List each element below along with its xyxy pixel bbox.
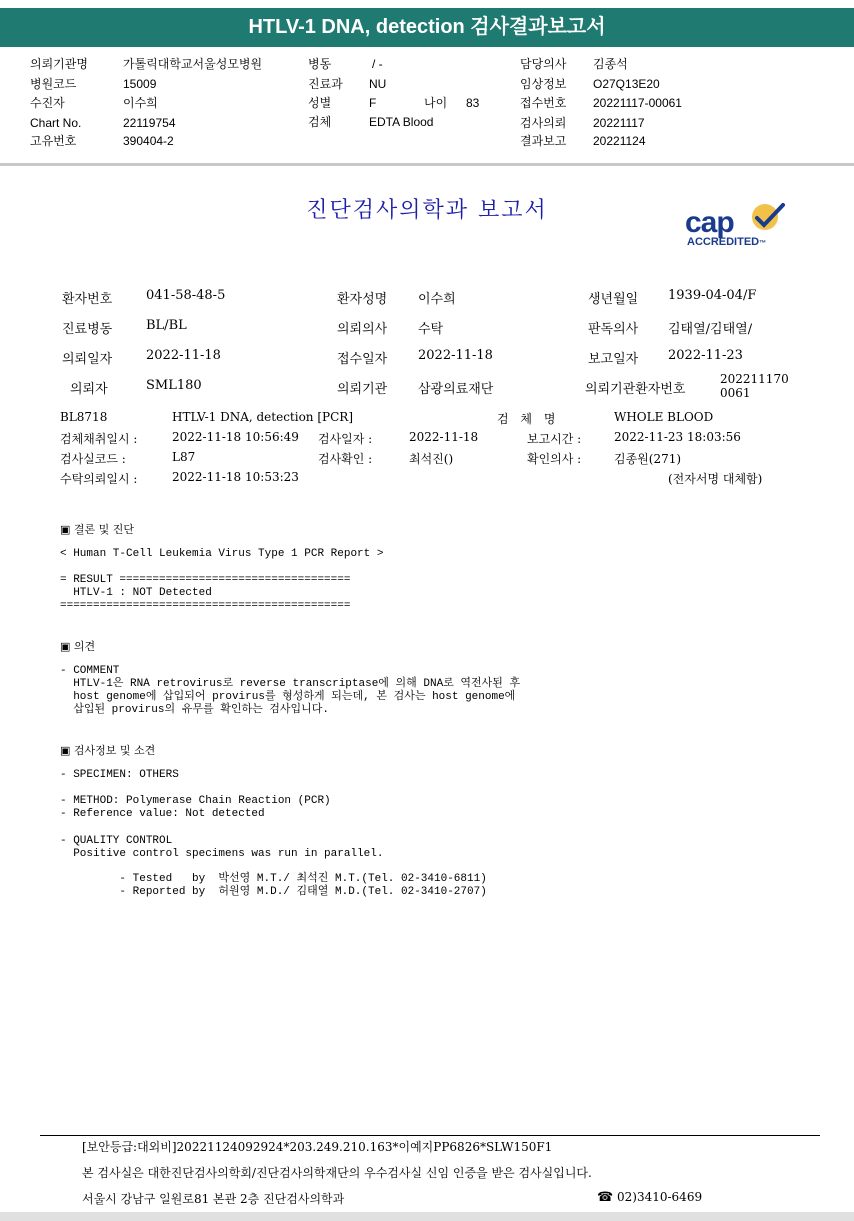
patient-value: 2022111700061 (720, 372, 789, 400)
patient-key: 의뢰의사 (337, 322, 388, 337)
header-key: 병원코드 (30, 77, 77, 91)
footer-divider (40, 1135, 820, 1136)
test-key: 검사실코드 : (60, 452, 126, 466)
header-key: Chart No. (30, 116, 82, 130)
test-value: 2022-11-18 10:53:23 (172, 470, 299, 484)
result-line: = RESULT =================================== (60, 574, 351, 586)
patient-value: BL/BL (146, 318, 187, 333)
header-key: 임상정보 (520, 77, 567, 91)
patient-value: 이수희 (418, 292, 456, 307)
patient-value: 2022-11-18 (146, 348, 221, 363)
section-title: ▣ 의견 (60, 640, 96, 653)
esign-note: (전자서명 대체함) (668, 472, 763, 486)
patient-key: 진료병동 (62, 322, 113, 337)
header-separator (0, 163, 854, 166)
patient-value: 수탁 (418, 322, 444, 337)
specimen-label: 검 체 명 (497, 412, 560, 426)
patient-value: 삼광의료재단 (418, 382, 494, 397)
header-key: 의뢰기관명 (30, 57, 88, 71)
header-key: 진료과 (308, 77, 343, 91)
header-value: 가톨릭대학교서울성모병원 (123, 57, 263, 71)
test-value: 2022-11-18 10:56:49 (172, 430, 299, 444)
patient-value: SML180 (146, 378, 202, 393)
patient-key: 보고일자 (588, 352, 639, 367)
test-value: 김종원(271) (614, 452, 682, 466)
specimen-line: - SPECIMEN: OTHERS (60, 769, 179, 781)
comment-line: host genome에 삽입되어 provirus를 형성하게 되는데, 본 검사는 host genome에 (60, 691, 516, 703)
comment-line: 삽입된 provirus의 유무를 확인하는 검사입니다. (60, 704, 330, 716)
comment-line: - COMMENT (60, 665, 120, 677)
header-value: 이수희 (123, 96, 158, 110)
header-key: 수진자 (30, 96, 65, 110)
header-key: 병동 (308, 57, 332, 71)
certification-note: 본 검사실은 대한진단검사의학회/진단검사의학재단의 우수검사실 신임 인증을 받은 검사실입니다. (82, 1166, 592, 1180)
header-value: 20221117 (593, 116, 645, 130)
patient-key: 접수일자 (337, 352, 388, 367)
report-title: 진단검사의학과 보고서 (306, 198, 548, 223)
patient-key: 의뢰자 (70, 382, 108, 397)
header-value: 390404-2 (123, 134, 174, 148)
header-key: 접수번호 (520, 96, 567, 110)
lab-phone: 02)3410-6469 (617, 1190, 703, 1204)
age-value: 83 (466, 96, 480, 110)
test-code: BL8718 (60, 410, 108, 424)
section-title: ▣ 검사정보 및 소견 (60, 744, 156, 757)
result-line: ============================================ (60, 600, 351, 612)
test-name: HTLV-1 DNA, detection [PCR] (172, 410, 354, 424)
patient-key: 의뢰기관 (337, 382, 388, 397)
section-title: ▣ 결론 및 진단 (60, 523, 135, 536)
age-label: 나이 (424, 96, 448, 110)
lab-address: 서울시 강남구 일원로81 본관 2층 진단검사의학과 (82, 1192, 345, 1206)
test-value: 2022-11-18 (409, 430, 479, 444)
cap-logo-sub: ACCREDITED™ (687, 236, 767, 248)
specimen-value: WHOLE BLOOD (614, 410, 714, 424)
test-value: L87 (172, 450, 196, 464)
header-key: 검사의뢰 (520, 116, 567, 130)
test-value: 2022-11-23 18:03:56 (614, 430, 741, 444)
header-value: F (369, 96, 377, 110)
patient-key: 의뢰기관환자번호 (585, 382, 686, 397)
header-key: 담당의사 (520, 57, 567, 71)
header-key: 고유번호 (30, 134, 77, 148)
patient-key: 환자성명 (337, 292, 388, 307)
phone-icon: ☎ (597, 1189, 614, 1204)
report-banner: HTLV-1 DNA, detection 검사결과보고서 (0, 8, 854, 47)
patient-value: 041-58-48-5 (146, 288, 226, 303)
method-line: - Reference value: Not detected (60, 808, 265, 820)
comment-line: HTLV-1은 RNA retrovirus로 reverse transcriptase에 의해 DNA로 역전사된 후 (60, 678, 521, 690)
patient-value: 2022-11-18 (418, 348, 493, 363)
header-value: 15009 (123, 77, 157, 91)
header-value: / - (372, 57, 383, 71)
result-value: HTLV-1 : NOT Detected (60, 587, 212, 599)
staff-line: - Reported by 허원영 M.D./ 김태열 M.D.(Tel. 02-3410-2707) (60, 886, 487, 898)
cap-accredited-logo (683, 200, 793, 256)
security-line: [보안등급:대외비]20221124092924*203.249.210.163*이예지PP6826*SLW150F1 (82, 1140, 553, 1154)
patient-value: 김태열/김태열/ (668, 322, 753, 337)
staff-line: - Tested by 박선영 M.T./ 최석진 M.T.(Tel. 02-3410-6811) (60, 873, 487, 885)
header-key: 성별 (308, 96, 332, 110)
patient-value: 1939-04-04/F (668, 288, 757, 303)
header-value: 김종석 (593, 57, 628, 71)
test-key: 확인의사 : (527, 452, 582, 466)
header-value: 20221124 (593, 134, 646, 148)
report-name: < Human T-Cell Leukemia Virus Type 1 PCR Report > (60, 548, 384, 560)
patient-key: 의뢰일자 (62, 352, 113, 367)
test-key: 검체채취일시 : (60, 432, 138, 446)
patient-key: 판독의사 (588, 322, 639, 337)
patient-key: 환자번호 (62, 292, 113, 307)
test-value: 최석진() (409, 452, 454, 466)
bottom-bar (0, 1212, 854, 1221)
header-value: O27Q13E20 (593, 77, 660, 91)
header-value: EDTA Blood (369, 115, 434, 129)
header-value: 20221117-00061 (593, 96, 682, 110)
method-line: - METHOD: Polymerase Chain Reaction (PCR) (60, 795, 331, 807)
qc-line: - QUALITY CONTROL (60, 835, 173, 847)
test-key: 수탁의뢰일시 : (60, 472, 138, 486)
test-key: 검사확인 : (318, 452, 373, 466)
patient-value: 2022-11-23 (668, 348, 743, 363)
cap-logo-text: cap (685, 206, 734, 239)
patient-key: 생년월일 (588, 292, 639, 307)
qc-line: Positive control specimens was run in parallel. (60, 848, 384, 860)
header-key: 검체 (308, 115, 332, 129)
header-key: 결과보고 (520, 134, 567, 148)
header-value: 22119754 (123, 116, 176, 130)
test-key: 보고시간 : (527, 432, 582, 446)
header-value: NU (369, 77, 387, 91)
test-key: 검사일자 : (318, 432, 373, 446)
